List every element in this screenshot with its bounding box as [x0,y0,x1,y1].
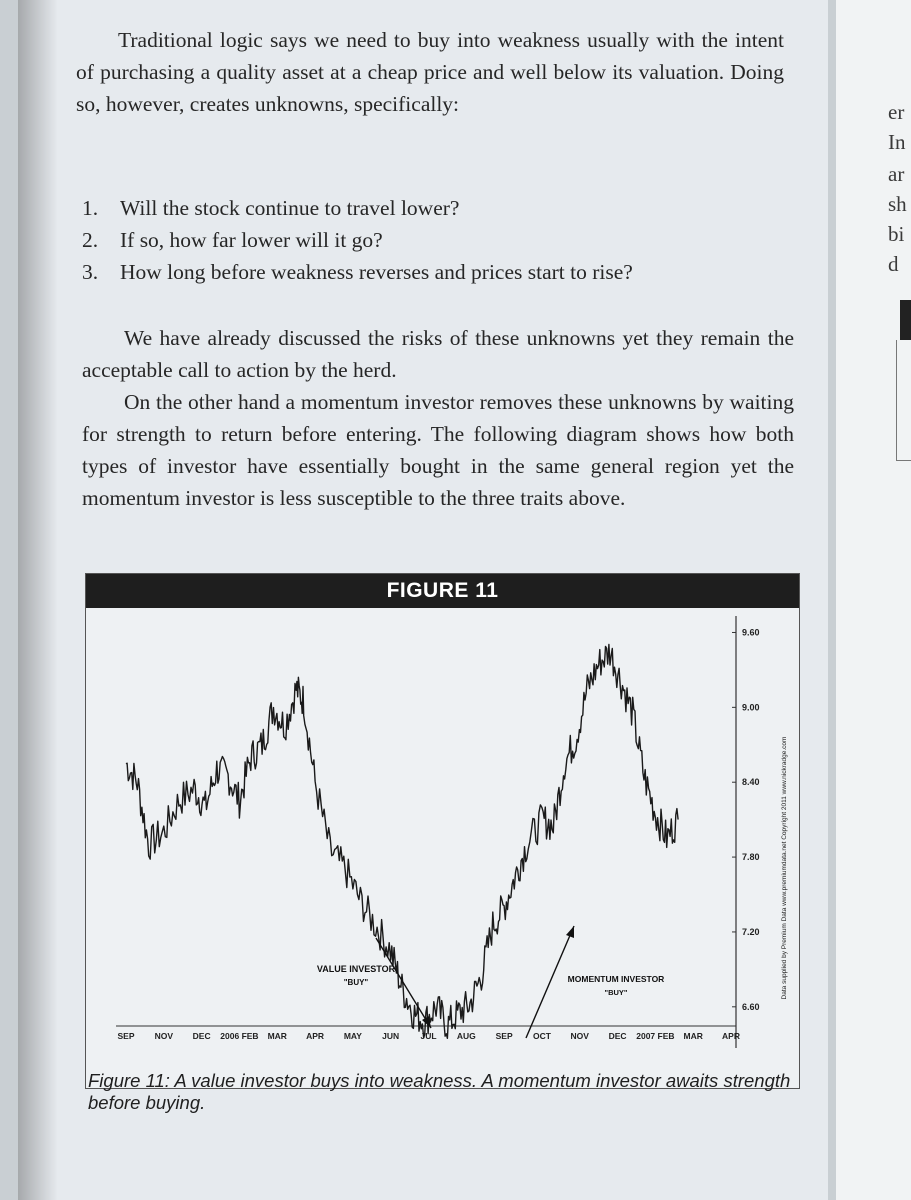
intro-paragraph-block [76,24,784,120]
value-arrow [376,938,431,1028]
momentum-investor-label: MOMENTUM INVESTOR [567,974,665,984]
momentum-arrow-head [566,926,574,938]
x-tick-label: MAR [267,1031,287,1041]
list-text: How long before weakness reverses and prices start to rise? [120,260,633,284]
list-item [82,224,802,256]
list-text: If so, how far lower will it go? [120,228,383,252]
y-tick-label: 6.60 [742,1001,760,1012]
list-text: Will the stock continue to travel lower? [120,196,460,220]
facing-table-lines [896,340,911,461]
data-source-note: Data supplied by Premium Data www.premiumdata.net Copyright 2011 www.nickradge.com [781,736,788,1000]
x-tick-label: NOV [154,1031,174,1041]
facing-text-fragment: In [888,130,906,154]
y-tick-label: 9.00 [742,702,760,713]
x-tick-label: 2007 FEB [636,1031,675,1041]
x-tick-label: OCT [532,1031,551,1041]
x-tick-label: DEC [608,1031,627,1041]
facing-text-fragment: ar [888,162,905,186]
facing-table-header [900,300,911,340]
x-tick-label: DEC [192,1031,211,1041]
price-chart [86,608,799,1088]
list-number: 3. [82,260,99,284]
x-tick-label: MAR [683,1031,703,1041]
value-investor-label: VALUE INVESTOR [316,964,396,974]
facing-text-fragment: d [888,252,899,276]
list-item [82,192,802,224]
x-tick-label: JUN [382,1031,400,1041]
x-tick-label: MAY [343,1031,362,1041]
y-tick-label: 7.80 [742,852,760,863]
facing-text-fragment: bi [888,222,905,246]
facing-text-fragment: er [888,100,905,124]
momentum-investor-annotation [526,926,664,1038]
x-tick-label: APR [306,1031,325,1041]
x-tick-label: AUG [456,1031,476,1041]
facing-page [836,0,911,1200]
momentum-paragraph: On the other hand a momentum investor removes these unknowns by waiting for strength to return before entering. The following diagram shows how both types of investor have essentially bought in the same general region yet the momentum investor is less susceptible to the three traits above. [82,390,794,510]
y-tick-label: 9.60 [742,627,760,638]
intro-paragraph: Traditional logic says we need to buy into weakness usually with the intent of purchasing a quality asset at a cheap price and well below its valuation. Doing so, however, creates unknowns, specifically: [76,28,784,116]
list-number: 2. [82,228,99,252]
figure-11 [85,573,800,1089]
x-tick-label: SEP [495,1031,513,1041]
figure-caption: Figure 11: A value investor buys into weakness. A momentum investor awaits strength before buying. [88,1070,791,1113]
momentum-buy-label: "BUY" [604,988,628,997]
x-tick-label: JUL [420,1031,437,1041]
x-tick-label: 2006 FEB [220,1031,259,1041]
x-tick-label: SEP [117,1031,135,1041]
x-tick-label: NOV [570,1031,589,1041]
x-tick-label: APR [722,1031,740,1041]
risk-paragraph: We have already discussed the risks of these unknowns yet they remain the acceptable call to action by the herd. [82,326,794,382]
page-shadow [18,0,58,1200]
figure-title: FIGURE 11 [86,574,799,608]
list-number: 1. [82,196,99,220]
list-item [82,256,802,288]
y-tick-label: 7.20 [742,926,760,937]
body-paragraphs [82,322,794,514]
question-list [82,192,802,288]
facing-text-fragment: sh [888,192,907,216]
y-tick-label: 8.40 [742,777,760,788]
value-buy-label: "BUY" [343,978,369,987]
